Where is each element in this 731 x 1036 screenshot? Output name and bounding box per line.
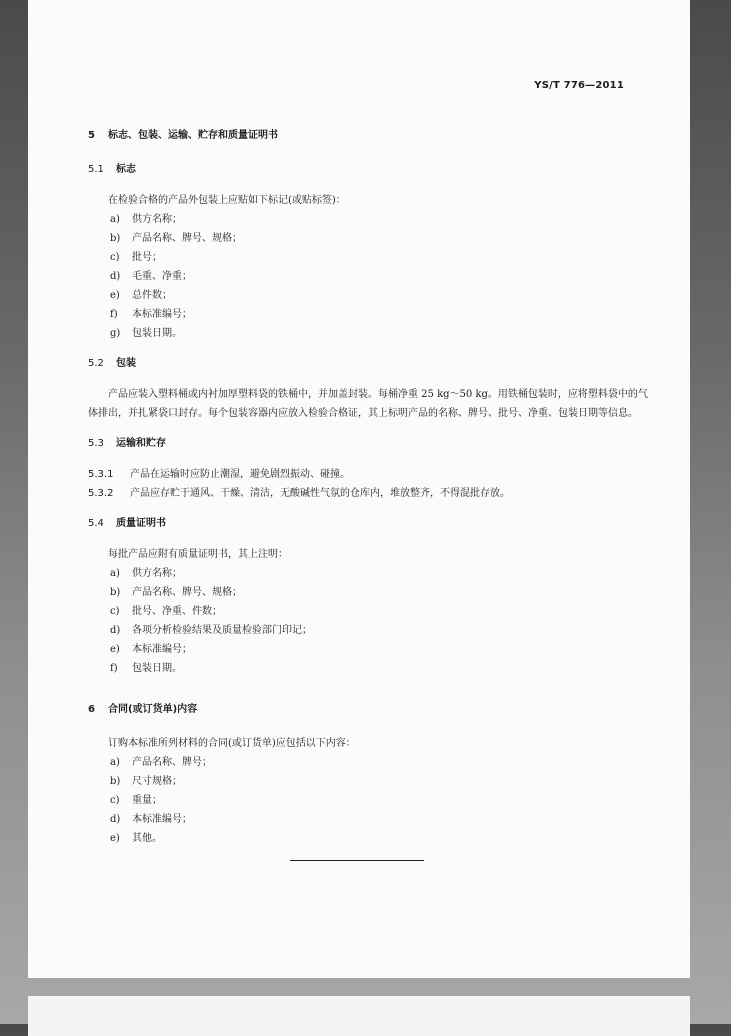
list-item [88,640,648,659]
list-item [88,791,648,810]
item-label: e) [110,644,120,655]
item-text: 毛重、净重； [132,271,192,282]
next-page-edge [28,996,690,1036]
subsection-text: 产品应存贮于通风、干燥、清洁，无酸碱性气氛的仓库内，堆放整齐，不得混批存放。 [130,488,510,499]
end-divider [290,860,424,861]
list-item [88,602,648,621]
section-number: 5 [88,130,95,141]
section-5-4-heading [88,514,648,534]
item-label: f) [110,309,118,320]
list-item [88,829,648,848]
item-label: a) [110,757,120,768]
list-item [88,210,648,229]
packaging-paragraph: 产品应装入塑料桶或内衬加厚塑料袋的铁桶中，并加盖封装。每桶净重 25 kg～50 kg。用铁桶包装时，应将塑料袋中的气体排出，并扎紧袋口封存。每个包装容器内应放入检验合格证，其上标明产品的名称、牌号、批号、净重、包装日期等信息。 [88,389,648,419]
list-item [88,305,648,324]
marking-intro: 在检验合格的产品外包装上应贴如下标记(或贴标签)： [108,195,346,206]
list-item [88,248,648,267]
document-content [88,126,648,848]
contract-list [88,753,648,848]
item-text: 本标准编号； [132,814,192,825]
certificate-intro: 每批产品应附有质量证明书，其上注明： [108,549,288,560]
certificate-list [88,564,648,678]
section-5-2-heading [88,354,648,374]
item-label: c) [110,606,120,617]
item-label: f) [110,663,118,674]
item-label: e) [110,833,120,844]
item-text: 总件数； [132,290,172,301]
section-5-1-heading [88,160,648,180]
list-item [88,286,648,305]
item-text: 重量； [132,795,162,806]
item-text: 尺寸规格； [132,776,182,787]
list-item [88,659,648,678]
list-item [88,229,648,248]
list-item [88,810,648,829]
item-text: 产品名称、牌号、规格； [132,587,242,598]
section-number: 5.1 [88,164,104,175]
section-number: 5.3 [88,438,104,449]
document-code: YS/T 776—2011 [534,80,624,91]
section-title: 标志 [116,164,136,175]
item-text: 产品名称、牌号、规格； [132,233,242,244]
item-text: 其他。 [132,833,162,844]
item-text: 本标准编号； [132,309,192,320]
section-number: 5.4 [88,518,104,529]
item-label: b) [110,587,121,598]
subsection-5-3-2 [88,484,648,503]
item-text: 各项分析检验结果及质量检验部门印记； [132,625,312,636]
item-label: e) [110,290,120,301]
subsection-number: 5.3.1 [88,469,114,480]
list-item [88,753,648,772]
subsection-text: 产品在运输时应防止潮湿，避免剧烈振动、碰撞。 [130,469,350,480]
section-6-heading [88,700,648,720]
section-number: 6 [88,704,95,715]
item-label: b) [110,233,121,244]
item-label: b) [110,776,121,787]
marking-list [88,210,648,343]
contract-intro: 订购本标准所列材料的合同(或订货单)应包括以下内容： [108,738,356,749]
section-title: 运输和贮存 [116,438,166,449]
section-title: 标志、包装、运输、贮存和质量证明书 [108,130,278,141]
subsection-number: 5.3.2 [88,488,114,499]
item-text: 包装日期。 [132,328,182,339]
section-title: 质量证明书 [116,518,166,529]
item-text: 批号、净重、件数； [132,606,222,617]
item-label: g) [110,328,121,339]
item-text: 供方名称； [132,568,182,579]
section-title: 包装 [116,358,136,369]
list-item [88,564,648,583]
list-item [88,267,648,286]
section-5-3-heading [88,434,648,454]
item-text: 产品名称、牌号； [132,757,212,768]
item-text: 本标准编号； [132,644,192,655]
item-label: c) [110,252,120,263]
list-item [88,324,648,343]
section-5-heading [88,126,648,146]
item-label: d) [110,271,121,282]
list-item [88,621,648,640]
subsection-5-3-1 [88,465,648,484]
item-label: a) [110,568,120,579]
list-item [88,583,648,602]
item-label: c) [110,795,120,806]
section-number: 5.2 [88,358,104,369]
item-text: 供方名称； [132,214,182,225]
item-label: a) [110,214,120,225]
document-page [28,0,690,978]
item-label: d) [110,814,121,825]
item-text: 包装日期。 [132,663,182,674]
list-item [88,772,648,791]
section-title: 合同(或订货单)内容 [108,704,198,715]
item-text: 批号； [132,252,162,263]
item-label: d) [110,625,121,636]
